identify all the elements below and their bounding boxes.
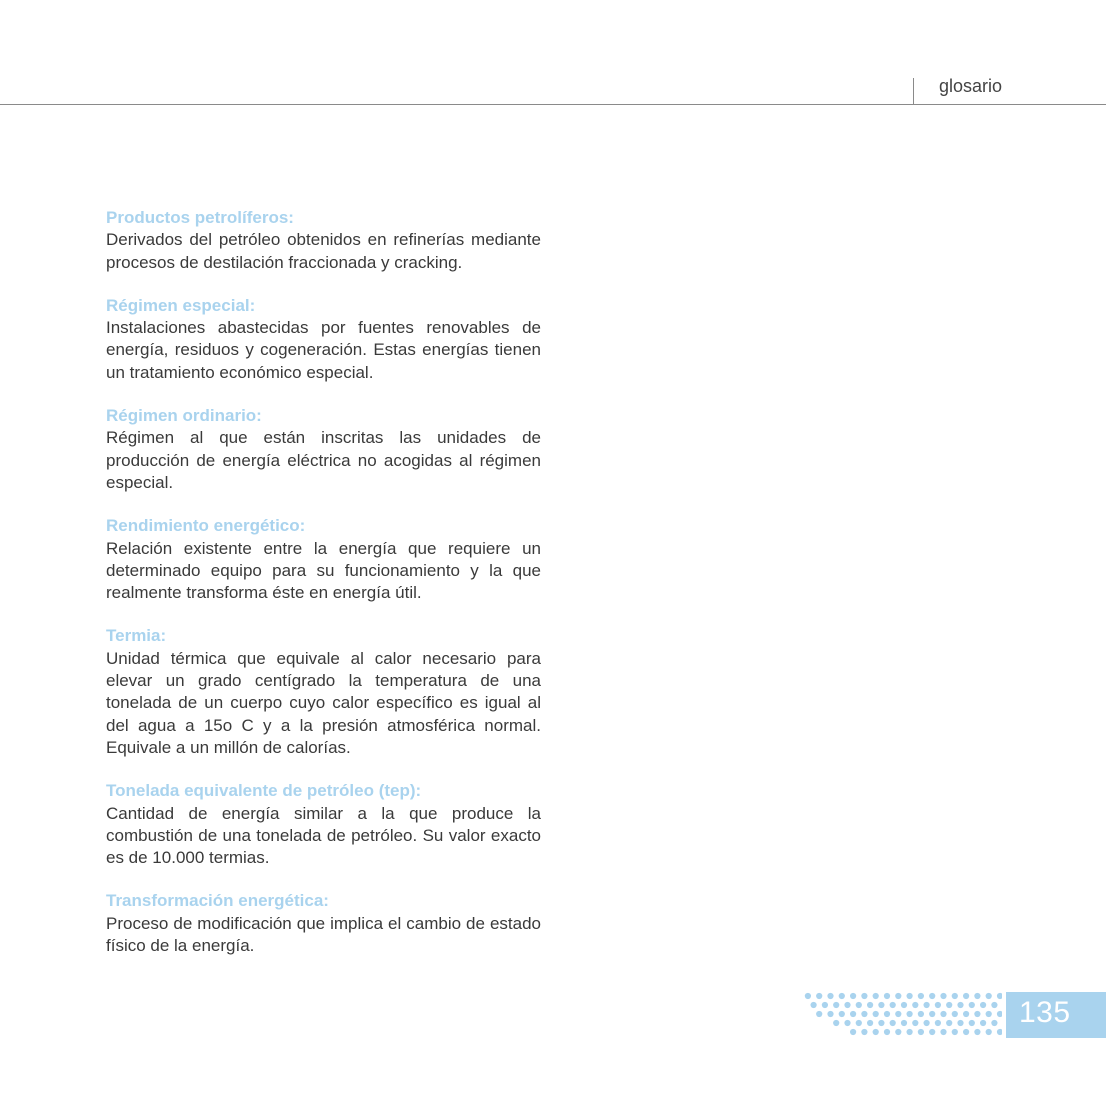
pattern-dot xyxy=(873,1011,879,1017)
pattern-dot xyxy=(997,993,1002,999)
header-rule xyxy=(0,104,1106,105)
glossary-term: Régimen especial: xyxy=(106,295,256,315)
pattern-dot xyxy=(816,993,822,999)
pattern-dot xyxy=(878,1020,884,1026)
pattern-dot xyxy=(974,1029,980,1035)
glossary-definition: Instalaciones abastecidas por fuentes renovables de energía, residuos y cogeneración. Estas energías tienen un tratamiento económico especial. xyxy=(106,318,541,382)
glossary-entry xyxy=(106,890,541,957)
section-title: glosario xyxy=(939,76,1003,96)
pattern-dot xyxy=(918,993,924,999)
pattern-dot xyxy=(929,1011,935,1017)
pattern-dot xyxy=(901,1020,907,1026)
pattern-dot xyxy=(839,993,845,999)
pattern-dot xyxy=(850,1011,856,1017)
decorative-dot-pattern xyxy=(802,992,1002,1038)
pattern-dot xyxy=(907,993,913,999)
pattern-dot xyxy=(867,1020,873,1026)
glossary-entry xyxy=(106,207,541,274)
pattern-dot xyxy=(980,1002,986,1008)
glossary-entry xyxy=(106,295,541,384)
pattern-dot xyxy=(957,1020,963,1026)
pattern-dot xyxy=(856,1020,862,1026)
pattern-dot xyxy=(963,1011,969,1017)
pattern-dot xyxy=(844,1002,850,1008)
pattern-dot xyxy=(890,1020,896,1026)
pattern-dot xyxy=(946,1020,952,1026)
pattern-dot xyxy=(974,1011,980,1017)
pattern-dot xyxy=(833,1020,839,1026)
pattern-dot xyxy=(918,1029,924,1035)
pattern-dot xyxy=(991,1002,997,1008)
pattern-dot xyxy=(929,993,935,999)
pattern-dot xyxy=(878,1002,884,1008)
pattern-dot xyxy=(986,993,992,999)
glossary-definition: Derivados del petróleo obtenidos en refinerías mediante procesos de destilación fraccionada y cracking. xyxy=(106,230,541,272)
pattern-dot xyxy=(805,993,811,999)
pattern-dot xyxy=(861,1011,867,1017)
pattern-dot xyxy=(901,1002,907,1008)
pattern-dot xyxy=(884,993,890,999)
pattern-dot xyxy=(844,1020,850,1026)
pattern-dot xyxy=(986,1029,992,1035)
glossary-term: Tonelada equivalente de petróleo (tep): xyxy=(106,781,422,801)
pattern-dot xyxy=(833,1002,839,1008)
pattern-dot xyxy=(952,1029,958,1035)
pattern-dot xyxy=(924,1002,930,1008)
pattern-dot xyxy=(952,993,958,999)
pattern-dot xyxy=(940,993,946,999)
glossary-term: Rendimiento energético: xyxy=(106,516,306,536)
pattern-dot xyxy=(907,1011,913,1017)
glossary-entry xyxy=(106,515,541,604)
pattern-dot xyxy=(963,993,969,999)
pattern-dot xyxy=(895,1011,901,1017)
header-separator xyxy=(913,78,914,105)
pattern-dot xyxy=(850,993,856,999)
pattern-dot xyxy=(929,1029,935,1035)
pattern-dot xyxy=(969,1002,975,1008)
pattern-dot xyxy=(827,1011,833,1017)
pattern-dot xyxy=(884,1011,890,1017)
pattern-dot xyxy=(918,1011,924,1017)
glossary-entry xyxy=(106,625,541,759)
pattern-dot xyxy=(850,1029,856,1035)
pattern-dot xyxy=(895,993,901,999)
glossary-entry xyxy=(106,405,541,494)
pattern-dot xyxy=(924,1020,930,1026)
pattern-dot xyxy=(963,1029,969,1035)
glossary-term: Productos petrolíferos: xyxy=(106,208,294,227)
pattern-dot xyxy=(935,1002,941,1008)
pattern-dot xyxy=(912,1020,918,1026)
glossary-term: Termia: xyxy=(106,626,167,646)
glossary-list xyxy=(106,207,541,978)
pattern-dot xyxy=(873,1029,879,1035)
pattern-dot xyxy=(997,1029,1002,1035)
glossary-definition: Proceso de modificación que implica el cambio de estado físico de la energía. xyxy=(106,913,541,956)
glossary-term: Transformación energética: xyxy=(106,891,329,911)
pattern-dot xyxy=(856,1002,862,1008)
pattern-dot xyxy=(873,993,879,999)
pattern-dot xyxy=(884,1029,890,1035)
pattern-dot xyxy=(895,1029,901,1035)
pattern-dot xyxy=(822,1002,828,1008)
pattern-dot xyxy=(861,1029,867,1035)
pattern-dot xyxy=(867,1002,873,1008)
pattern-dot xyxy=(890,1002,896,1008)
pattern-dot xyxy=(816,1011,822,1017)
pattern-dot xyxy=(986,1011,992,1017)
pattern-dot xyxy=(839,1011,845,1017)
pattern-dot xyxy=(907,1029,913,1035)
pattern-dot xyxy=(969,1020,975,1026)
glossary-definition: Régimen al que están inscritas las unidades de producción de energía eléctrica no acogidas al régimen especial. xyxy=(106,428,541,492)
glossary-definition: Unidad térmica que equivale al calor necesario para elevar un grado centígrado la temperatura de una tonelada de un cuerpo cuyo calor específico es igual al del agua a 15o C y a la presión atmosférica normal. Equivale a un millón de calorías. xyxy=(106,648,541,757)
pattern-dot xyxy=(991,1020,997,1026)
pattern-dot xyxy=(940,1029,946,1035)
pattern-dot xyxy=(861,993,867,999)
pattern-dot xyxy=(997,1011,1002,1017)
pattern-dot xyxy=(940,1011,946,1017)
pattern-dot xyxy=(946,1002,952,1008)
glossary-definition: Relación existente entre la energía que requiere un determinado equipo para su funcionamiento y la que realmente transforma éste en energía útil. xyxy=(106,538,541,603)
pattern-dot xyxy=(811,1002,817,1008)
pattern-dot xyxy=(980,1020,986,1026)
pattern-dot xyxy=(974,993,980,999)
page-number: 135 xyxy=(1019,996,1071,1029)
pattern-dot xyxy=(957,1002,963,1008)
pattern-dot xyxy=(952,1011,958,1017)
pattern-dot xyxy=(827,993,833,999)
pattern-dot xyxy=(912,1002,918,1008)
glossary-term: Régimen ordinario: xyxy=(106,406,262,426)
glossary-definition: Cantidad de energía similar a la que produce la combustión de una tonelada de petróleo. Su valor exacto es de 10.000 termias. xyxy=(106,803,541,868)
pattern-dot xyxy=(935,1020,941,1026)
glossary-entry xyxy=(106,780,541,869)
